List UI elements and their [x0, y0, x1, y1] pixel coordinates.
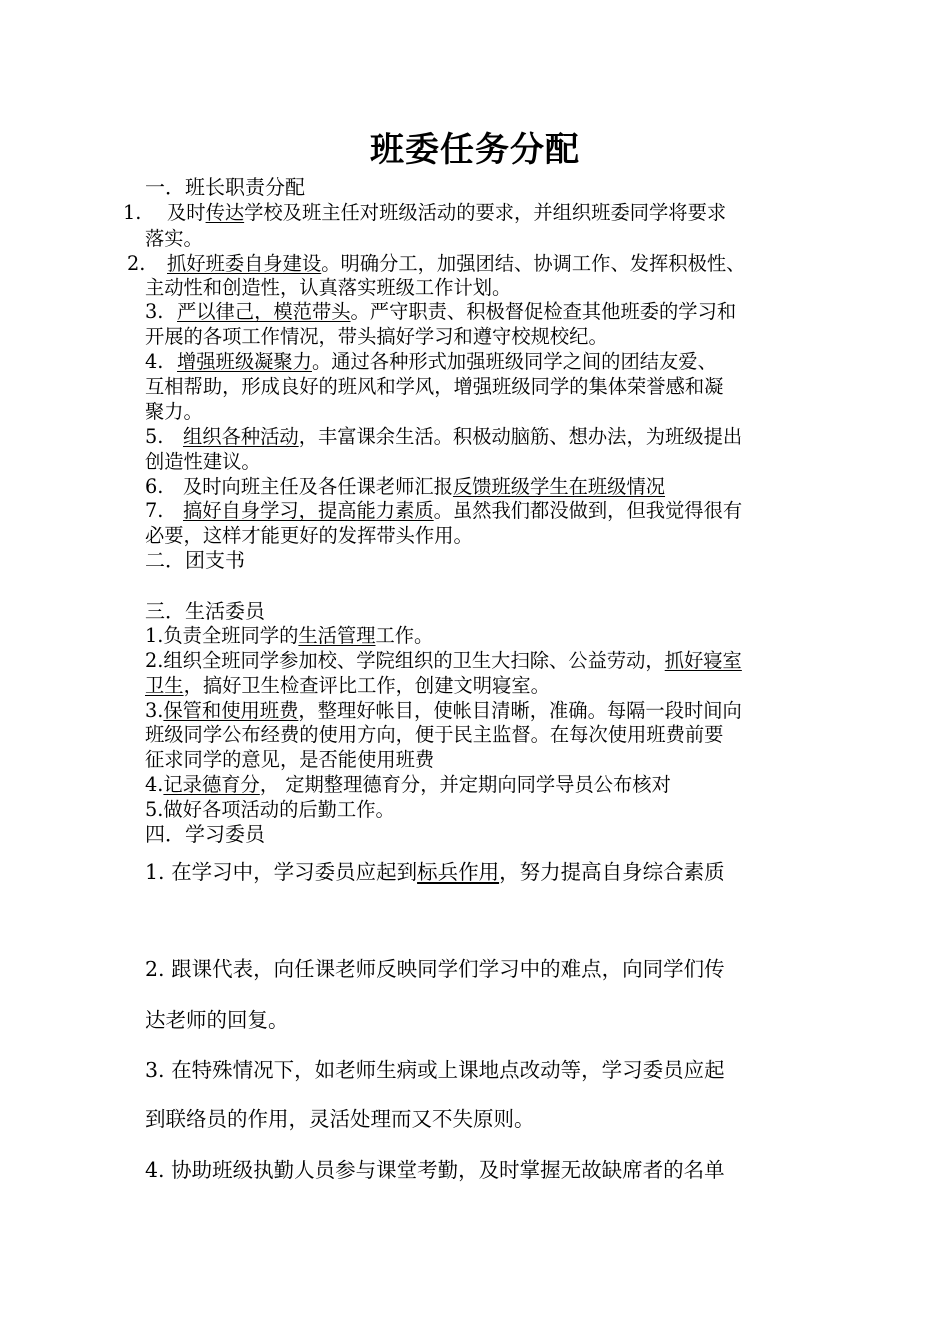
section-heading-monitor: 一．班长职责分配 [145, 175, 305, 199]
list-item-cont: 落实。 [145, 227, 203, 250]
list-item-cont: 达老师的回复。 [145, 1008, 289, 1032]
list-item: 6. 及时向班主任及各任课老师汇报反馈班级学生在班级情况 [145, 475, 666, 498]
list-item: 1.负责全班同学的生活管理工作。 [145, 624, 434, 647]
list-item: 1. 及时传达学校及班主任对班级活动的要求，并组织班委同学将要求 [123, 201, 727, 224]
list-item: 2.组织全班同学参加校、学院组织的卫生大扫除、公益劳动，抓好寝室 [145, 649, 742, 672]
list-item: 2. 抓好班委自身建设。明确分工，加强团结、协调工作、发挥积极性、 [127, 252, 746, 275]
list-item-cont: 主动性和创造性，认真落实班级工作计划。 [145, 276, 512, 299]
list-item: 4. 增强班级凝聚力。通过各种形式加强班级同学之间的团结友爱、 [145, 350, 717, 373]
list-item-cont: 卫生，搞好卫生检查评比工作，创建文明寝室。 [145, 674, 550, 697]
list-item-cont: 聚力。 [145, 400, 203, 423]
list-item-cont: 互相帮助，形成良好的班风和学风，增强班级同学的集体荣誉感和凝 [145, 375, 724, 398]
section-heading-study: 四．学习委员 [145, 822, 265, 846]
section-heading-life: 三．生活委员 [145, 599, 265, 623]
list-item: 1. 在学习中，学习委员应起到标兵作用，努力提高自身综合素质 [145, 860, 725, 884]
list-item: 3. 严以律己，模范带头。严守职责、积极督促检查其他班委的学习和 [145, 300, 737, 323]
list-item: 3.保管和使用班费，整理好帐目，使帐目清晰，准确。每隔一段时间向 [145, 699, 742, 722]
list-item: 7. 搞好自身学习，提高能力素质。虽然我们都没做到，但我觉得很有 [145, 499, 743, 522]
list-item: 5.做好各项活动的后勤工作。 [145, 798, 395, 821]
list-item-cont: 必要，这样才能更好的发挥带头作用。 [145, 524, 473, 547]
list-item: 4. 协助班级执勤人员参与课堂考勤，及时掌握无故缺席者的名单 [145, 1158, 725, 1182]
list-item: 4.记录德育分， 定期整理德育分，并定期向同学导员公布核对 [145, 773, 671, 796]
list-item-cont: 到联络员的作用，灵活处理而又不失原则。 [145, 1107, 535, 1131]
list-item-cont: 征求同学的意见，是否能使用班费 [145, 748, 435, 771]
section-heading-league: 二．团支书 [145, 548, 245, 572]
list-item-cont: 开展的各项工作情况，带头搞好学习和遵守校规校纪。 [145, 325, 608, 348]
list-item: 5. 组织各种活动，丰富课余生活。积极动脑筋、想办法，为班级提出 [145, 425, 743, 448]
document-title: 班委任务分配 [370, 130, 580, 170]
list-item-cont: 班级同学公布经费的使用方向，便于民主监督。在每次使用班费前要 [145, 723, 724, 746]
list-item: 2. 跟课代表，向任课老师反映同学们学习中的难点，向同学们传 [145, 957, 725, 981]
list-item-cont: 创造性建议。 [145, 450, 261, 473]
list-item: 3. 在特殊情况下，如老师生病或上课地点改动等，学习委员应起 [145, 1058, 725, 1082]
